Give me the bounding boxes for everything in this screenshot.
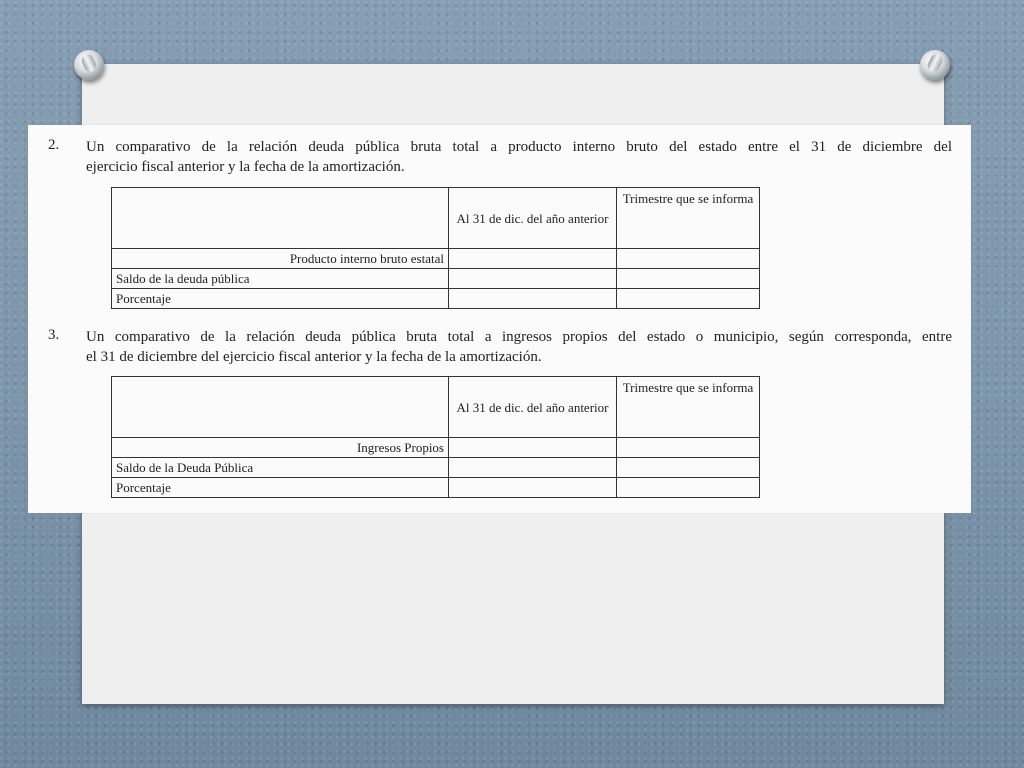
table-cell-empty xyxy=(449,478,617,498)
column-header-quarter: Trimestre que se informa xyxy=(617,377,760,438)
table-cell-empty xyxy=(617,289,760,309)
table-cell-empty xyxy=(449,458,617,478)
table-row xyxy=(112,458,760,478)
row-label: Porcentaje xyxy=(112,478,449,498)
pushpin-icon xyxy=(920,50,950,80)
section-number: 2. xyxy=(48,137,60,153)
comparison-table xyxy=(111,376,760,498)
table-cell-empty xyxy=(617,478,760,498)
table-row xyxy=(112,438,760,458)
table-cell-empty xyxy=(617,269,760,289)
column-header-quarter: Trimestre que se informa xyxy=(617,188,760,249)
table-cell-empty xyxy=(449,438,617,458)
pushpin-icon xyxy=(74,50,104,80)
row-label: Saldo de la deuda pública xyxy=(112,269,449,289)
table-cell-empty xyxy=(617,249,760,269)
section-text xyxy=(86,327,952,367)
row-label: Saldo de la Deuda Pública xyxy=(112,458,449,478)
scanned-document xyxy=(28,125,971,513)
table-cell-empty xyxy=(449,249,617,269)
table-row xyxy=(112,249,760,269)
table-row xyxy=(112,269,760,289)
table-cell-empty xyxy=(617,438,760,458)
section-number: 3. xyxy=(48,327,60,343)
column-header-previous-year: Al 31 de dic. del año anterior xyxy=(449,188,617,249)
table-cell-empty xyxy=(112,377,449,438)
table-header-row xyxy=(112,377,760,438)
table-header-row xyxy=(112,188,760,249)
table-cell-empty xyxy=(112,188,449,249)
table-row xyxy=(112,289,760,309)
section-text-line: Un comparativo de la relación deuda pública bruta total a producto interno bruto del estado entre el 31 de diciembre del xyxy=(86,139,952,155)
table-cell-empty xyxy=(449,269,617,289)
comparison-table xyxy=(111,187,760,309)
section-text-line: el 31 de diciembre del ejercicio fiscal anterior y la fecha de la amortización. xyxy=(86,349,542,365)
table-cell-empty xyxy=(449,289,617,309)
section-text-line: ejercicio fiscal anterior y la fecha de la amortización. xyxy=(86,159,405,175)
column-header-previous-year: Al 31 de dic. del año anterior xyxy=(449,377,617,438)
section-text-line: Un comparativo de la relación deuda pública bruta total a ingresos propios del estado o municipio, según corresponda, entre xyxy=(86,329,952,345)
row-label: Porcentaje xyxy=(112,289,449,309)
table-row xyxy=(112,478,760,498)
section-text xyxy=(86,137,952,177)
row-label: Ingresos Propios xyxy=(112,438,449,458)
table-cell-empty xyxy=(617,458,760,478)
row-label: Producto interno bruto estatal xyxy=(112,249,449,269)
